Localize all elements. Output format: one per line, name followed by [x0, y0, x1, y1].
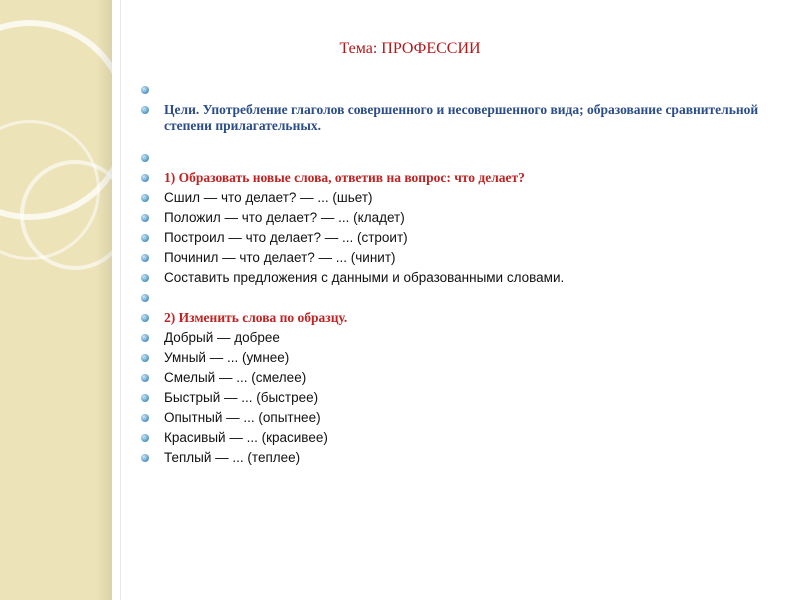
task1-item: Починил — что делает? — ... (чинит) [164, 250, 396, 265]
task2-item: Быстрый — ... (быстрее) [164, 390, 319, 405]
bullet-icon [141, 214, 149, 222]
list-item-task1-heading [140, 168, 760, 188]
list-item-goal [140, 100, 760, 134]
bullet-icon [141, 374, 149, 382]
goal-text: Цели. Употребление глаголов совершенного и несовершенного вида; образование сравнительной степени прилагательных. [164, 102, 759, 133]
list-item [140, 388, 760, 408]
bullet-icon [141, 454, 149, 462]
task2-item: Умный — ... (умнее) [164, 350, 290, 365]
bullet-icon [141, 106, 149, 114]
bullet-icon [141, 414, 149, 422]
task2-item: Добрый — добрее [164, 330, 280, 345]
bullet-icon [141, 86, 149, 94]
bullet-icon [141, 194, 149, 202]
slide-content [140, 80, 760, 468]
bullet-icon [141, 434, 149, 442]
bullet-icon [141, 394, 149, 402]
list-item [140, 328, 760, 348]
list-item-empty [140, 148, 760, 168]
bullet-icon [141, 254, 149, 262]
side-band-shadow [96, 0, 112, 600]
list-item-empty [140, 80, 760, 100]
divider-line [120, 0, 121, 600]
decorative-side-band [0, 0, 112, 600]
task1-item: Построил — что делает? — ... (строит) [164, 230, 408, 245]
list-item [140, 268, 760, 288]
list-item [140, 248, 760, 268]
list-item [140, 208, 760, 228]
task2-item: Теплый — ... (теплее) [164, 450, 301, 465]
task2-item: Опытный — ... (опытнее) [164, 410, 321, 425]
list-item-task2-heading [140, 308, 760, 328]
list-item [140, 368, 760, 388]
task2-item: Красивый — ... (красивее) [164, 430, 328, 445]
list-item [140, 408, 760, 428]
bullet-icon [141, 274, 149, 282]
bullet-icon [141, 294, 149, 302]
task2-item: Смелый — ... (смелее) [164, 370, 307, 385]
bullet-icon [141, 154, 149, 162]
list-item [140, 448, 760, 468]
list-item [140, 188, 760, 208]
list-item [140, 428, 760, 448]
bullet-icon [141, 354, 149, 362]
bullet-icon [141, 334, 149, 342]
bullet-icon [141, 234, 149, 242]
task2-heading: 2) Изменить слова по образцу. [164, 310, 348, 325]
task1-item: Составить предложения с данными и образованными словами. [164, 270, 565, 285]
list-item-empty [140, 288, 760, 308]
bullet-icon [141, 174, 149, 182]
task1-heading: 1) Образовать новые слова, ответив на вопрос: что делает? [164, 170, 525, 185]
task1-item: Положил — что делает? — ... (кладет) [164, 210, 405, 225]
task1-item: Сшил — что делает? — ... (шьет) [164, 190, 373, 205]
bullet-icon [141, 314, 149, 322]
list-item [140, 348, 760, 368]
slide-title: Тема: ПРОФЕССИИ [339, 40, 481, 57]
list-item [140, 228, 760, 248]
